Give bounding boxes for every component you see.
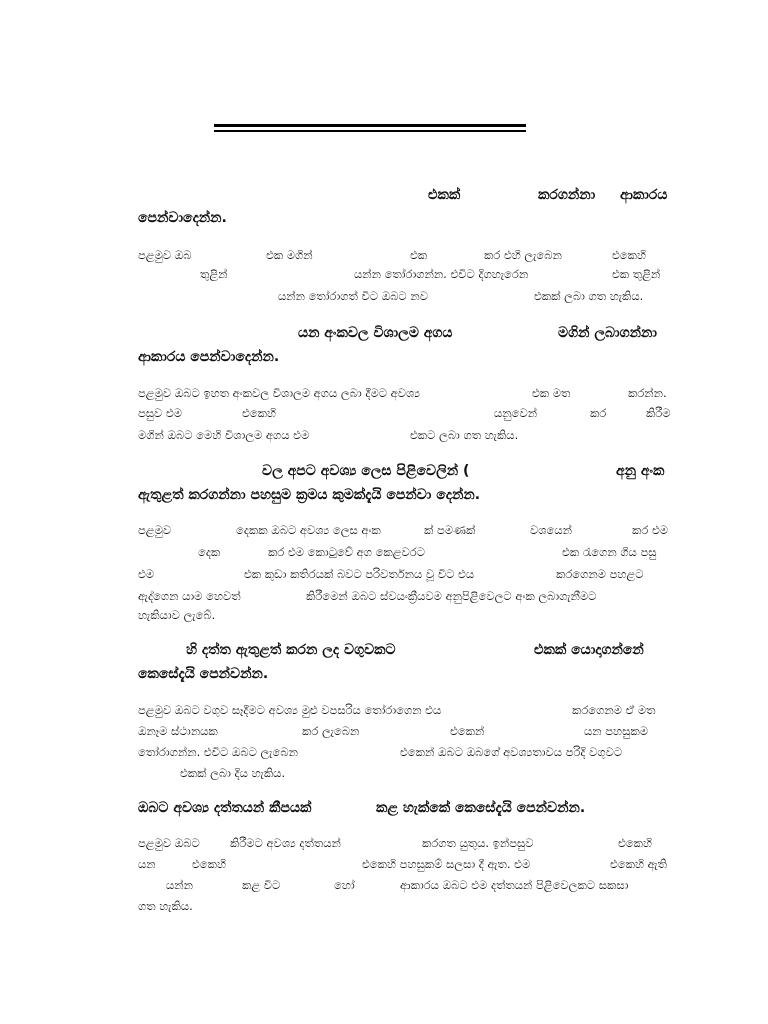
body-fragment: යන පහසුකම: [584, 724, 648, 738]
body-fragment: දෙකක ඔබට අවශ්‍ය ලෙස අංක: [236, 523, 381, 537]
body-fragment: කරගෙනම පහළට: [556, 567, 644, 581]
heading-fragment: කෙසේදැයි පෙන්වන්න.: [138, 666, 269, 682]
body-fragment: ක් පමණක්: [424, 523, 476, 537]
body-fragment: එකෙහි: [242, 406, 277, 420]
section-2-body-line-3: [138, 428, 678, 443]
top-double-rule-lower: [214, 130, 526, 132]
section-4-heading-line-1: [138, 641, 678, 659]
section-4-body-line-2: [138, 724, 678, 739]
heading-fragment: කළ හැක්කේ කෙසේදැයි පෙන්වන්න.: [376, 800, 586, 816]
body-fragment: කරගත යුතුය. ඉන්පසුව: [422, 836, 534, 850]
body-fragment: යන්න: [166, 878, 193, 892]
body-fragment: කර එම: [632, 523, 668, 537]
body-fragment: යන්න තෝරාගන්න. එවිට දිගහැරෙන: [354, 267, 529, 281]
section-5-body-line-2: [138, 857, 678, 872]
body-fragment: එකෙහි: [192, 857, 227, 871]
body-fragment: එක මත: [532, 386, 571, 400]
top-double-rule-upper: [214, 124, 526, 127]
section-3-body-line-2: [138, 545, 678, 560]
body-fragment: කිරීම: [646, 406, 671, 420]
body-fragment: ගත හැකිය.: [138, 899, 193, 913]
section-1-body-line-3: [138, 289, 678, 304]
section-3-body-line-3: [138, 567, 678, 582]
heading-fragment: හි දත්ත ඇතුළත් කරන ලද වගුවකට: [186, 642, 396, 658]
body-fragment: යන: [138, 857, 156, 871]
body-fragment: එම: [138, 567, 155, 581]
heading-fragment: මගින් ලබාගන්නා: [558, 325, 657, 341]
heading-fragment: කරගන්නා: [538, 187, 596, 203]
body-fragment: මගින් ඔබට මෙහි විශාලම අගය එම: [138, 428, 310, 442]
body-fragment: එකෙන් ඔබට ඔබගේ අවශ්‍යතාවය පරිදි වගුවට: [400, 745, 623, 759]
section-4-body-line-4: [138, 766, 678, 781]
body-fragment: එකෙහි: [618, 836, 653, 850]
heading-fragment: යන අංකවල විශාලම අගය: [298, 325, 453, 341]
section-2-body-line-2: [138, 406, 678, 421]
body-fragment: කර එහි ලැබෙන: [484, 248, 562, 262]
section-1-body-line-2: [138, 267, 678, 282]
section-1-body-line-1: [138, 248, 678, 263]
heading-fragment: වල අපට අවශ්‍ය ලෙස පිළිවෙලින් (: [262, 463, 470, 479]
section-5-heading-line-1: [138, 799, 678, 817]
body-fragment: එකක් ලබා දිය හැකිය.: [180, 766, 286, 780]
section-4-body-line-1: [138, 703, 678, 718]
section-2-heading-line-2: [138, 348, 678, 366]
heading-fragment: එකක් යොදාගන්නේ: [534, 642, 644, 658]
body-fragment: පළමුව ඔබට: [138, 836, 200, 850]
body-fragment: ඔනෑම ස්ථානයක: [138, 724, 218, 738]
section-4-heading-line-2: [138, 665, 678, 683]
section-3-heading-line-1: [138, 462, 678, 480]
body-fragment: පළමුව: [138, 523, 172, 537]
body-fragment: එකෙන්: [450, 724, 485, 738]
body-fragment: යන්න තෝරාගත් විට ඔබට නව: [278, 289, 428, 303]
heading-fragment: ආකාරය: [620, 187, 668, 203]
body-fragment: කර: [590, 406, 607, 420]
body-fragment: දෙක: [198, 545, 221, 559]
section-2-body-line-1: [138, 386, 678, 401]
heading-fragment: ඔබට අවශ්‍ය දත්තයන් කීපයක්: [138, 800, 312, 816]
body-fragment: පළමුව ඔබට ඉහත අංකවල විශාලම අගය ලබා දීමට අවශ්‍ය: [138, 386, 420, 400]
body-fragment: හෝ: [334, 878, 355, 892]
section-1-heading-line-1: [138, 186, 678, 204]
heading-fragment: ඇතුළත් කරගන්නා පහසුම ක්‍රමය කුමක්දැයි පෙන්වා දෙන්න.: [138, 487, 481, 503]
section-2-heading-line-1: [138, 324, 678, 342]
body-fragment: එක කුඩා කතිරයක් බවට පරිවර්තනය වූ විට එය: [244, 567, 475, 581]
body-fragment: කර ලැබෙන: [302, 724, 360, 738]
body-fragment: කිරීමට අවශ්‍ය දත්තයන්: [230, 836, 341, 850]
body-fragment: එකක් ලබා ගත හැකිය.: [534, 289, 644, 303]
body-fragment: හැකියාව ලැබේ.: [138, 608, 216, 622]
section-5-body-line-4: [138, 899, 678, 914]
body-fragment: කළ විට: [242, 878, 281, 892]
body-fragment: එක: [410, 248, 428, 262]
section-3-body-line-1: [138, 523, 678, 538]
body-fragment: ඇද්ගෙන යාම හෙවත්: [138, 589, 241, 603]
body-fragment: එකෙහි පහසුකම් සලසා දී ඇත. එම: [362, 857, 531, 871]
section-5-body-line-3: [138, 878, 678, 893]
body-fragment: පළමුව ඔබ: [138, 248, 192, 262]
body-fragment: යනුවෙන්: [494, 406, 538, 420]
section-4-body-line-3: [138, 745, 678, 760]
section-5-body-line-1: [138, 836, 678, 851]
heading-fragment: පෙන්වාදෙන්න.: [138, 210, 227, 226]
body-fragment: එක මගින්: [266, 248, 313, 262]
section-1-heading-line-2: [138, 209, 678, 227]
body-fragment: එකෙහි ඇති: [610, 857, 667, 871]
body-fragment: එකෙහි: [612, 248, 647, 262]
body-fragment: කිරීමෙන් ඔබට ස්වයංක්‍රීයවම අනුපිළිවෙලට අංක ලබාගැනීමට: [306, 589, 597, 603]
body-fragment: කරගෙනම ඒ මත: [572, 703, 656, 717]
heading-fragment: එකක්: [428, 187, 461, 203]
section-3-heading-line-2: [138, 486, 678, 504]
body-fragment: එක රැගෙන ගිය පසු: [562, 545, 657, 559]
heading-fragment: අනු අංක: [616, 463, 665, 479]
body-fragment: එකට ලබා ගත හැකිය.: [410, 428, 519, 442]
body-fragment: කරන්න.: [628, 386, 667, 400]
section-3-body-line-5: [138, 608, 678, 623]
body-fragment: ආකාරය ඔබට එම දත්තයන් පිළිවෙලකට සකසා: [400, 878, 629, 892]
body-fragment: වශයෙන්: [530, 523, 572, 537]
section-3-body-line-4: [138, 589, 678, 604]
body-fragment: පළමුව ඔබට වගුව සෑදීමට අවශ්‍ය මුළු වපසරිය තෝරාගෙන එය: [138, 703, 442, 717]
body-fragment: පසුව එම: [138, 406, 183, 420]
heading-fragment: ආකාරය පෙන්වාදෙන්න.: [138, 349, 280, 365]
body-fragment: කර එම කොටුවේ අග කෙළවරට: [268, 545, 426, 559]
body-fragment: තුළින්: [200, 267, 228, 281]
body-fragment: එක තුළින්: [612, 267, 661, 281]
body-fragment: තෝරාගන්න. එවිට ඔබට ලැබෙන: [138, 745, 298, 759]
